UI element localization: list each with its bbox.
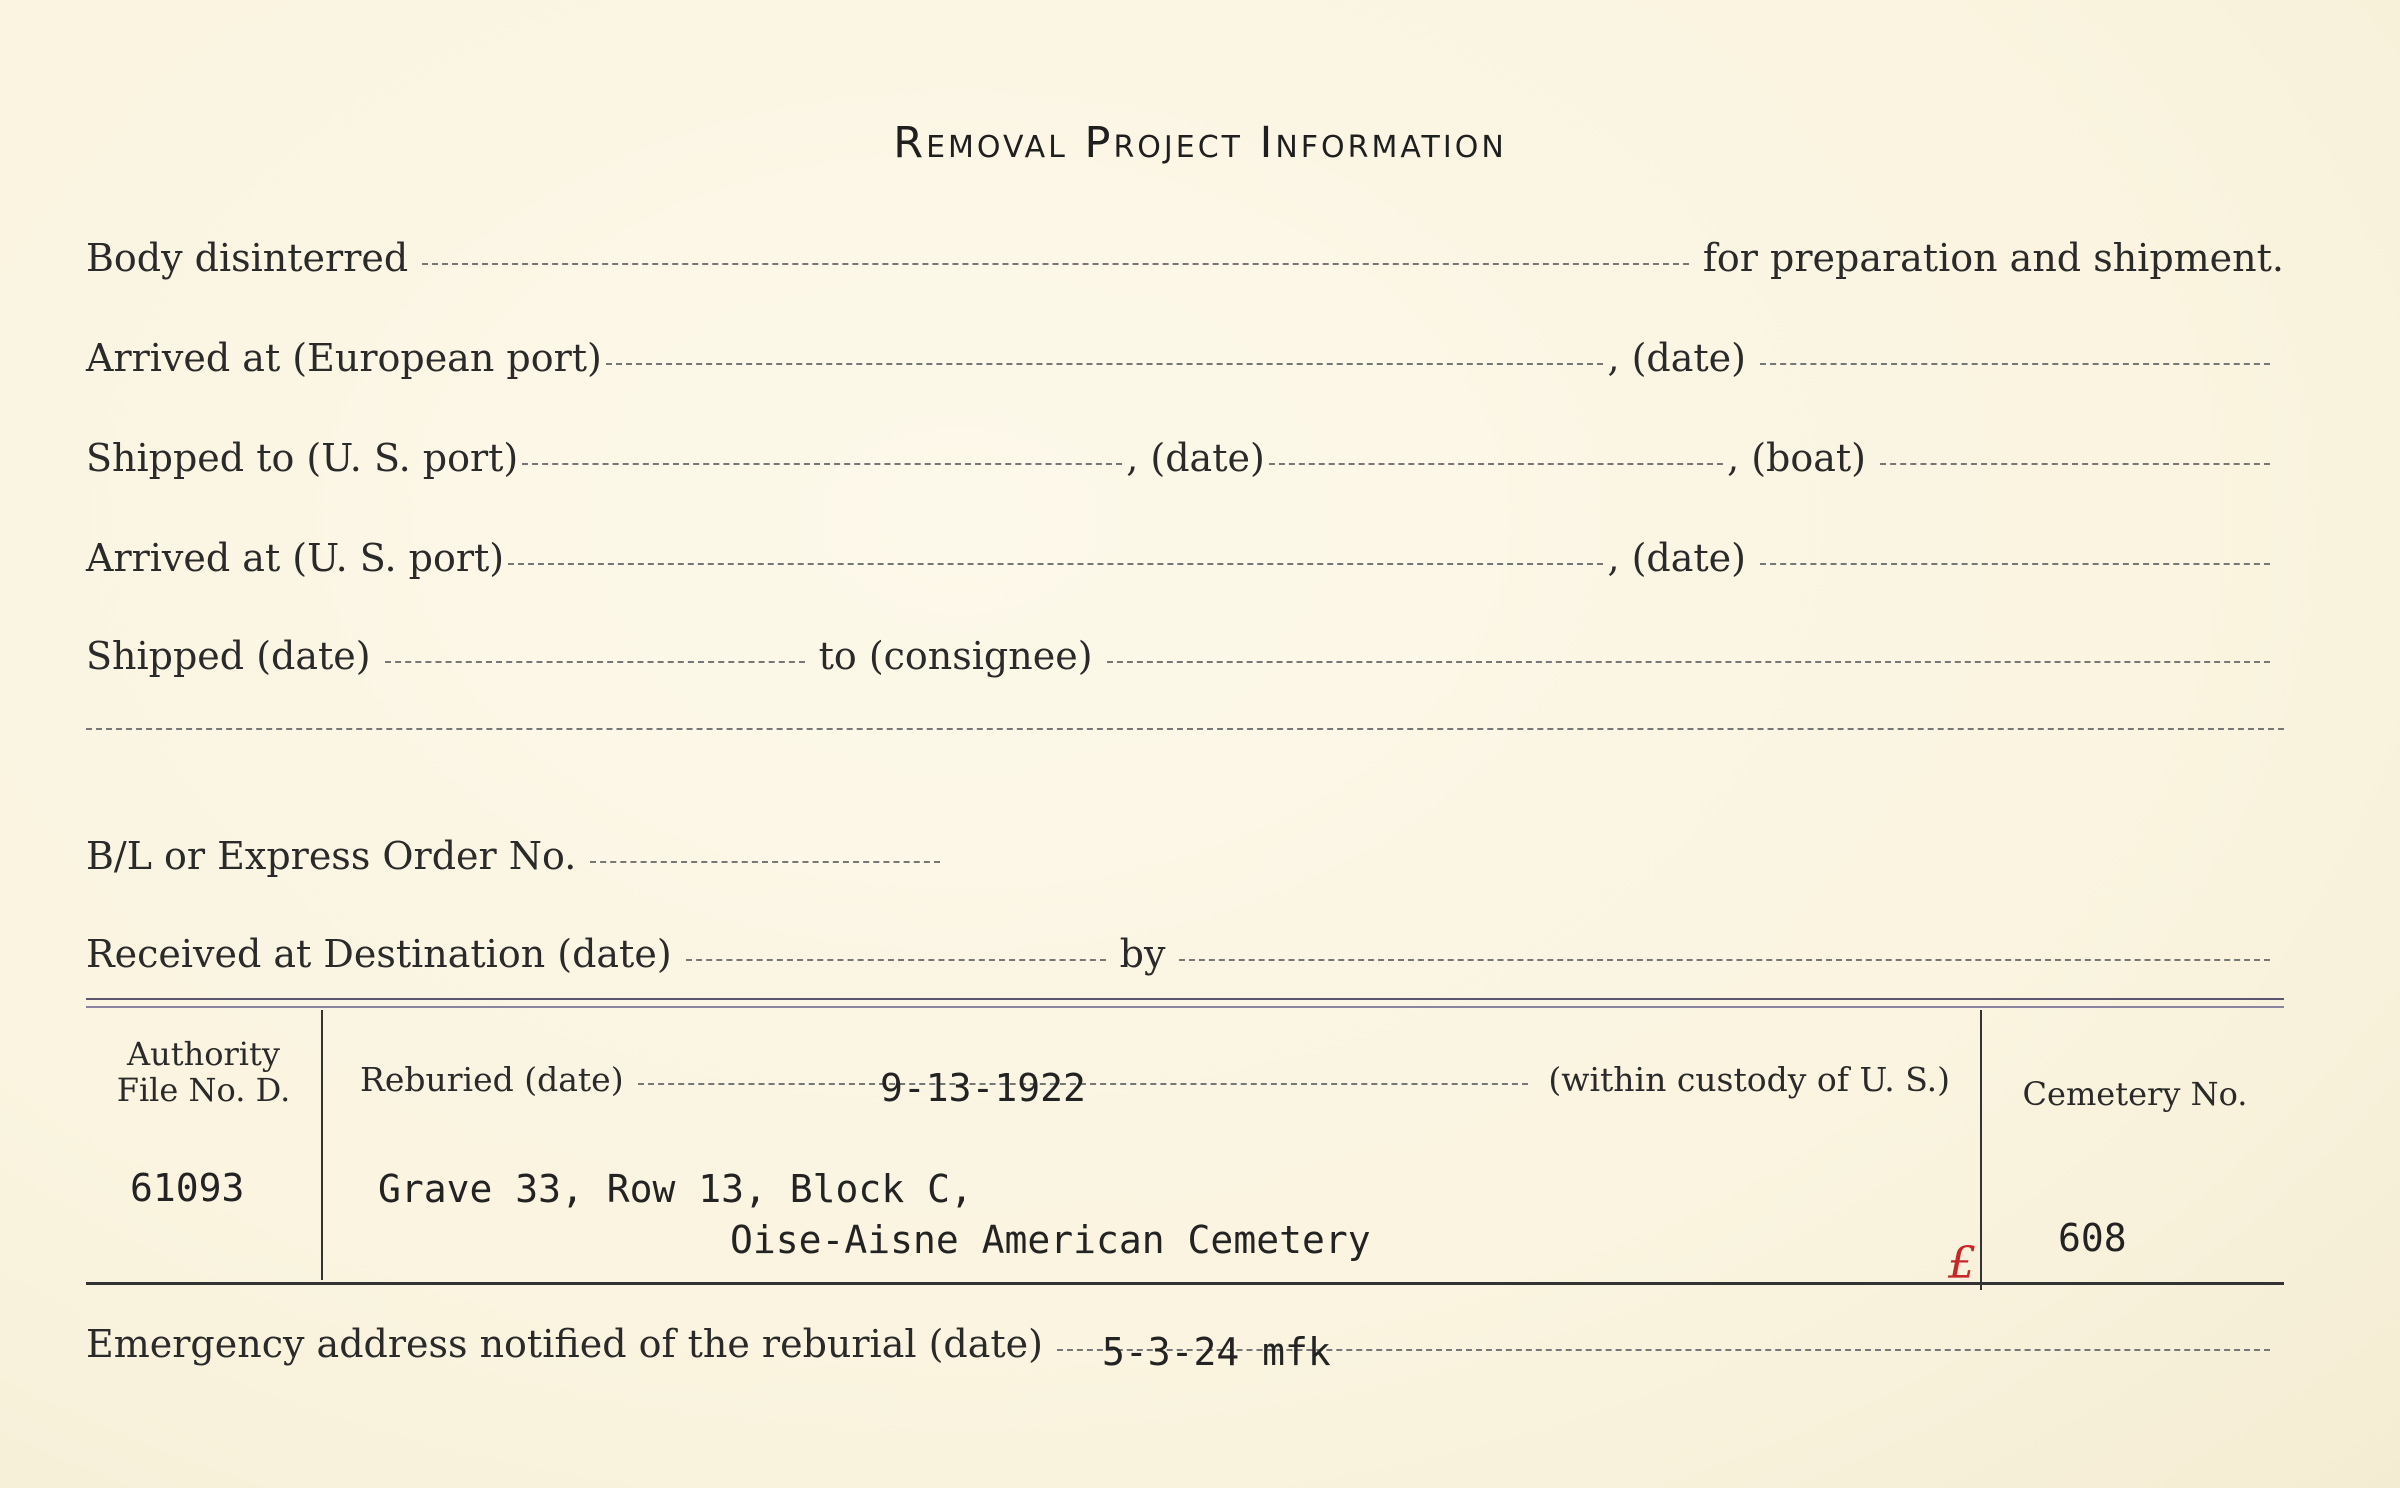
european-port-field[interactable] [606,363,1604,365]
ship-date-field[interactable] [1269,463,1723,465]
row-arrived-us-port [86,536,2284,596]
table-divider-right [1980,1010,1982,1290]
within-custody-label: (within custody of U. S.) [1548,1060,1950,1099]
by-label: by [1119,932,1166,976]
received-destination-label: Received at Destination (date) [86,932,672,976]
european-date-field[interactable] [1760,363,2270,365]
authority-label [86,1036,321,1108]
row-shipped-us-port [86,436,2284,496]
arrived-european-label: Arrived at (European port) [86,336,602,380]
reburied-label: Reburied (date) [360,1060,624,1099]
consignee-field[interactable] [1107,661,2270,663]
cemetery-number-label: Cemetery No. [2022,1075,2248,1113]
grave-location-line-1: Grave 33, Row 13, Block C, [378,1167,973,1211]
body-disinterred-label: Body disinterred [86,236,409,280]
table-top-rule [86,998,2284,1008]
emergency-label: Emergency address notified of the reburial (date) [86,1322,1043,1366]
to-consignee-label: to (consignee) [818,634,1093,678]
us-port-field[interactable] [522,463,1122,465]
row-body-disinterred [86,236,2284,296]
bl-express-field[interactable] [590,861,940,863]
table-divider-left [321,1010,323,1280]
bl-express-label: B/L or Express Order No. [86,834,577,878]
boat-label: , (boat) [1727,436,1866,480]
row-shipped-date [86,634,2284,694]
authority-file-number: 61093 [130,1166,245,1210]
row-reburied [360,1060,1950,1120]
reburied-date-value: 9-13-1922 [880,1066,1086,1110]
date-label-3: , (date) [1607,536,1746,580]
date-label-1: , (date) [1607,336,1746,380]
row-received-destination [86,932,2284,992]
red-initial-mark: £ [1948,1238,1976,1289]
received-date-field[interactable] [686,959,1106,961]
shipped-date-label: Shipped (date) [86,634,371,678]
for-preparation-label: for preparation and shipment. [1702,236,2284,280]
boat-field[interactable] [1880,463,2270,465]
row-bl-express [86,834,2284,894]
date-label-2: , (date) [1126,436,1265,480]
shipped-us-port-label: Shipped to (U. S. port) [86,436,519,480]
arrived-us-date-field[interactable] [1760,563,2270,565]
received-by-field[interactable] [1179,959,2270,961]
grave-location-line-2: Oise-Aisne American Cemetery [730,1218,1371,1262]
authority-label-line-1: Authority [127,1035,280,1073]
consignee-field-continued[interactable] [86,728,2284,730]
arrived-us-port-label: Arrived at (U. S. port) [86,536,505,580]
arrived-us-port-field[interactable] [508,563,1603,565]
cemetery-number-value: 608 [2058,1216,2127,1260]
authority-label-line-2: File No. D. [116,1071,291,1109]
shipped-date-field[interactable] [385,661,805,663]
body-disinterred-field[interactable] [422,263,1689,265]
row-arrived-european [86,336,2284,396]
row-consignee-continued [86,734,2284,794]
card-title: Removal Project Information [893,118,1507,168]
emergency-date-value: 5-3-24 mfk [1102,1330,1331,1374]
